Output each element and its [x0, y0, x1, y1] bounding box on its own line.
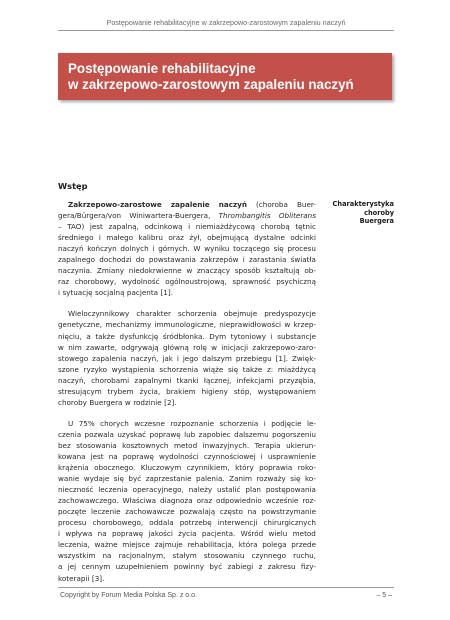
word: chorobowy, [74, 277, 117, 287]
word: naczyń, [58, 375, 86, 385]
word: w [284, 320, 291, 330]
word: jest [90, 451, 104, 461]
word: i [98, 233, 101, 243]
word: główną [163, 342, 189, 352]
word: procesu [58, 518, 87, 528]
word: wcześnie [265, 496, 299, 506]
word: Kluczowym [140, 463, 182, 473]
word: dolnych [120, 244, 149, 254]
word: w [211, 342, 217, 352]
word: palenia. [196, 474, 225, 484]
word: kosztownych [122, 440, 169, 450]
word: ob- [304, 266, 316, 276]
word: życia [178, 529, 197, 539]
word: sposób [234, 266, 261, 276]
word: polega [262, 540, 287, 550]
word: na [97, 529, 107, 539]
section-heading: Wstęp [58, 181, 88, 191]
word: roz- [302, 496, 316, 506]
word: ko- [304, 474, 316, 484]
word: genetyczne, [58, 320, 103, 330]
word: a [86, 331, 91, 341]
word: miażdżycą [277, 364, 316, 374]
word: na [102, 551, 112, 561]
word: odcinkową [144, 222, 183, 232]
word: stałym [172, 551, 197, 561]
word: nieprawidłowości [219, 320, 282, 330]
word: gera/Bürgera/von [58, 211, 122, 221]
word: wyniku [204, 244, 230, 254]
word: i [58, 529, 60, 539]
word: wpływa [65, 529, 93, 539]
word: chorobowego, [92, 518, 144, 528]
body-text [58, 199, 316, 584]
text-line [58, 210, 316, 221]
word: trybem [107, 386, 134, 396]
word: czenia [58, 429, 82, 439]
word: i [263, 418, 266, 428]
word: niemiażdżycową [195, 222, 256, 232]
word: leczenia [98, 485, 128, 495]
word: leczenia, [58, 540, 90, 550]
word: (choroba [256, 200, 288, 209]
word: także [95, 331, 115, 341]
word: na [247, 507, 257, 517]
word: pacjenta [126, 288, 159, 298]
text-line [58, 232, 316, 243]
word: – [58, 222, 62, 232]
word: powinny [173, 562, 205, 572]
text-line [58, 429, 316, 440]
word: się [227, 364, 239, 374]
word: potrzebę [179, 518, 212, 528]
word: dystalne [254, 233, 285, 243]
word: [1]. [160, 288, 173, 298]
word: tytoniowy [230, 331, 267, 341]
word: zakrzepów [200, 255, 239, 265]
word: jej [67, 562, 77, 572]
word: koterapii [58, 573, 90, 583]
word: charakter [136, 309, 171, 319]
word: się [113, 474, 124, 484]
word: należy [188, 485, 213, 495]
word: znaczący [196, 266, 231, 276]
word: naczyń [58, 244, 84, 254]
word: Zmiany [96, 266, 125, 276]
word: schorzenia [159, 364, 199, 374]
word: nięciu, [58, 331, 82, 341]
word: odcinki [290, 233, 316, 243]
word: zapalną, [108, 222, 139, 232]
word: ruchu, [293, 551, 316, 561]
word: wszystkim [58, 551, 96, 561]
side-note-line: Charakterystyka [332, 200, 394, 208]
word: Właściwa [122, 496, 156, 506]
word: poprawę [149, 429, 181, 439]
text-line [58, 364, 316, 375]
running-header: Postępowanie rehabilitacyjne w zakrzepowo-zarostowym zapaleniu naczyń [106, 18, 346, 27]
word: się [273, 244, 284, 254]
word: w [186, 266, 193, 276]
word: powstrzymanie [261, 507, 316, 517]
text-line [58, 254, 316, 265]
text-line [58, 495, 316, 506]
page-title-line-1: Postępowanie rehabilitacyjne [68, 61, 256, 76]
word: [1]. [275, 353, 289, 363]
footer-page-number: – 5 – [376, 592, 392, 599]
word: socjalną [95, 288, 125, 298]
word: zapalnego [58, 255, 96, 265]
word: metod [292, 529, 316, 539]
text-line [58, 243, 316, 254]
text-line [58, 342, 316, 353]
word: inwazyjnych. [202, 440, 250, 450]
text-line [58, 319, 316, 330]
word: procesu [287, 244, 316, 254]
paragraph [58, 418, 316, 584]
word: Zanim [229, 474, 253, 484]
word: często [219, 507, 243, 517]
word: Dym [209, 331, 227, 341]
word: wydaje [83, 474, 110, 484]
word: Thrombangitis [218, 211, 271, 221]
side-note [332, 200, 394, 226]
word: chorobą [260, 222, 290, 232]
word: a [58, 562, 63, 572]
word: i [152, 244, 155, 254]
word: TAO) [67, 222, 85, 232]
word: immunologiczne, [154, 320, 216, 330]
word: rehabilitacja, [187, 540, 235, 550]
text-line [58, 561, 316, 572]
word: zachowawczego. [58, 496, 119, 506]
word: naczyń, [130, 353, 159, 363]
word: psychiczną [276, 277, 316, 287]
word: pozwalają [179, 507, 216, 517]
text-line [58, 375, 316, 386]
word: Buer- [296, 200, 316, 209]
word: nim [68, 342, 82, 352]
word: poprawia [259, 463, 293, 473]
word: poprawę [111, 529, 144, 539]
word: zajmuje [154, 540, 183, 550]
word: zarastania [248, 255, 287, 265]
text-line [58, 331, 316, 342]
text-line [58, 386, 316, 397]
word: kończyn [87, 244, 117, 254]
word: sytuację [62, 288, 93, 298]
word: przyzębia, [278, 375, 316, 385]
footer-divider [58, 587, 394, 588]
word: oraz [196, 496, 213, 506]
word: substancje [277, 331, 316, 341]
word: czynnikiem, [186, 463, 230, 473]
text-line [58, 573, 316, 584]
side-note-line: choroby [364, 208, 394, 217]
word: odgrywają [121, 342, 159, 352]
word: jak [162, 353, 173, 363]
word: rozważy [256, 474, 286, 484]
word: pozwala [84, 429, 114, 439]
footer-copyright: Copyright by Forum Media Polska Sp. z o.o. [60, 592, 197, 599]
word: leczenie [91, 507, 121, 517]
text-line [58, 451, 316, 462]
word: i [260, 451, 263, 461]
word: w [124, 397, 131, 407]
word: wydolność [121, 277, 160, 287]
word: U [68, 418, 74, 428]
word: racjonalnym, [118, 551, 166, 561]
word: być [128, 474, 142, 484]
word: zapalenia [92, 353, 127, 363]
word: postępowania [265, 485, 316, 495]
word: Zakrzepowo-zarostowe [68, 200, 162, 209]
word: poprawę [122, 451, 154, 461]
word: Zwięk- [291, 353, 316, 363]
word: Terapia [254, 440, 281, 450]
word: zabiegi [227, 562, 254, 572]
word: czynnego [251, 551, 286, 561]
text-line [58, 199, 316, 210]
word: krzep- [293, 320, 316, 330]
text-line [58, 287, 316, 298]
word: która [238, 540, 258, 550]
word: uzyskać [117, 429, 147, 439]
word: i [176, 353, 179, 363]
word: zawarte, [86, 342, 117, 352]
word: ryzyko [83, 364, 108, 374]
word: obejmującą [207, 233, 249, 243]
word: rolę [193, 342, 207, 352]
text-line [58, 506, 316, 517]
word: inicjacji [221, 342, 249, 352]
word: oraz [168, 233, 184, 243]
word: życia, [139, 386, 161, 396]
text-line [58, 440, 316, 451]
word: metod [173, 440, 198, 450]
word: fizy- [300, 562, 316, 572]
word: naczynia. [58, 266, 93, 276]
word: Winiwartera-Buergera, [129, 211, 211, 221]
word: roko- [297, 463, 316, 473]
word: stosowania [76, 440, 117, 450]
word: przede [291, 540, 316, 550]
word: i [242, 255, 245, 265]
word: Obliterans [278, 211, 316, 221]
word: światła [290, 255, 316, 265]
page-title-line-2: w zakrzepowo-zarostowym zapaleniu naczyń [68, 76, 354, 92]
word: brakiem [166, 386, 196, 396]
word: rozpoznanie [170, 418, 215, 428]
word: jest [89, 222, 103, 232]
paragraph [58, 308, 316, 407]
text-line [58, 221, 316, 232]
word: wystąpienia [111, 364, 155, 374]
title-banner [58, 53, 392, 100]
word: śródbłonka. [162, 331, 205, 341]
word: zakresu [267, 562, 296, 572]
word: zapalnymi [134, 375, 172, 385]
word: rodzinie [133, 397, 162, 407]
word: poczęte [58, 507, 87, 517]
word: mechanizmy [105, 320, 152, 330]
word: krążenia [58, 463, 89, 473]
word: także [242, 364, 263, 374]
word: szone [58, 364, 79, 374]
word: predyspozycje [264, 309, 316, 319]
word: ważne [94, 540, 118, 550]
word: kalibru [138, 233, 163, 243]
text-line [58, 418, 316, 429]
word: zapobiec [198, 429, 231, 439]
word: kowana [58, 451, 86, 461]
word: przebiegu [235, 353, 272, 363]
word: z [258, 562, 263, 572]
word: wielu [268, 529, 288, 539]
word: pogorszeniu [272, 429, 316, 439]
word: naczyń [218, 200, 247, 209]
word: schorzenia [178, 309, 217, 319]
word: [3]. [91, 573, 105, 583]
word: powstawania [148, 255, 196, 265]
word: raz [58, 277, 70, 287]
word: ukierun- [286, 440, 316, 450]
word: infekcjami [236, 375, 274, 385]
word: i [270, 331, 273, 341]
text-line [58, 484, 316, 495]
word: zaprzestanie [145, 474, 192, 484]
word: usprawnienie [267, 451, 316, 461]
word: ustalić [217, 485, 241, 495]
word: który [235, 463, 254, 473]
text-line [58, 462, 316, 473]
word: interwencji [217, 518, 258, 528]
word: jakości [148, 529, 173, 539]
word: zachowawcze [125, 507, 175, 517]
word: wanie [58, 474, 80, 484]
word: dochodzi [99, 255, 132, 265]
word: z: [267, 364, 274, 374]
paragraph [58, 199, 316, 298]
word: stóp, [233, 386, 252, 396]
side-note-line: Buergera [359, 217, 394, 226]
word: zapalenie [170, 200, 210, 209]
word: się [290, 474, 301, 484]
word: stowego [58, 353, 89, 363]
text-line [58, 539, 316, 550]
word: w [58, 342, 64, 352]
word: kształtują [264, 266, 300, 276]
word: podjęcie [271, 418, 302, 428]
word: bez [58, 440, 71, 450]
header-divider [58, 30, 394, 31]
word: średniego [58, 233, 94, 243]
word: chirurgicznych [263, 518, 316, 528]
word: choroby [58, 397, 87, 407]
word: operacyjnego, [132, 485, 184, 495]
text-line [58, 550, 316, 561]
word: tętnic [295, 222, 316, 232]
word: obejmuje [223, 309, 258, 319]
word: dalszym [202, 353, 232, 363]
word: chorych [100, 418, 129, 428]
word: obocznego. [94, 463, 136, 473]
word: W [193, 244, 201, 254]
word: być [209, 562, 223, 572]
word: sprawność [232, 277, 271, 287]
word: odpowiednio [216, 496, 262, 506]
text-line [58, 517, 316, 528]
text-line [58, 473, 316, 484]
word: na [108, 451, 118, 461]
word: wydolności [159, 451, 199, 461]
word: i [188, 222, 191, 232]
word: dysfunkcję [119, 331, 159, 341]
word: schorzenia [219, 418, 259, 428]
word: higieny [201, 386, 228, 396]
word: le- [306, 418, 316, 428]
text-line [58, 308, 316, 319]
word: 75% [78, 418, 95, 428]
word: diagnoza [159, 496, 193, 506]
word: nieczność [58, 485, 94, 495]
word: niedokrwienne [128, 266, 182, 276]
word: pacjenta. [201, 529, 236, 539]
word: plan [245, 485, 261, 495]
word: górnych. [158, 244, 190, 254]
text-line [58, 353, 316, 364]
word: żył, [189, 233, 202, 243]
word: Wieloczynnikowy [68, 309, 130, 319]
word: czynnościowej [203, 451, 256, 461]
word: wczesne [134, 418, 165, 428]
text-line [58, 397, 316, 408]
word: Buergera [89, 397, 123, 407]
text-line [58, 265, 316, 276]
text-line [58, 276, 316, 287]
word: dalszemu [234, 429, 269, 439]
word: występowaniem [257, 386, 316, 396]
word: lub [184, 429, 196, 439]
word: zakrzepowo-zaro- [252, 342, 316, 352]
word: wiąże [202, 364, 224, 374]
word: stresującym [58, 386, 102, 396]
word: małego [106, 233, 134, 243]
word: ogólnoustrojową, [165, 277, 227, 287]
word: toczącego [233, 244, 270, 254]
word: oddala [149, 518, 174, 528]
word: miejsce [122, 540, 150, 550]
word: [2]. [164, 397, 177, 407]
text-line [58, 528, 316, 539]
word: łącznej, [203, 375, 232, 385]
word: uzupełnieniem [115, 562, 169, 572]
word: jego [182, 353, 199, 363]
word: cennym [81, 562, 111, 572]
word: tkanki [176, 375, 199, 385]
word: stosowaniu [203, 551, 245, 561]
word: do [135, 255, 145, 265]
word: chorobami [91, 375, 130, 385]
word: i [58, 288, 60, 298]
word: Wśród [240, 529, 264, 539]
